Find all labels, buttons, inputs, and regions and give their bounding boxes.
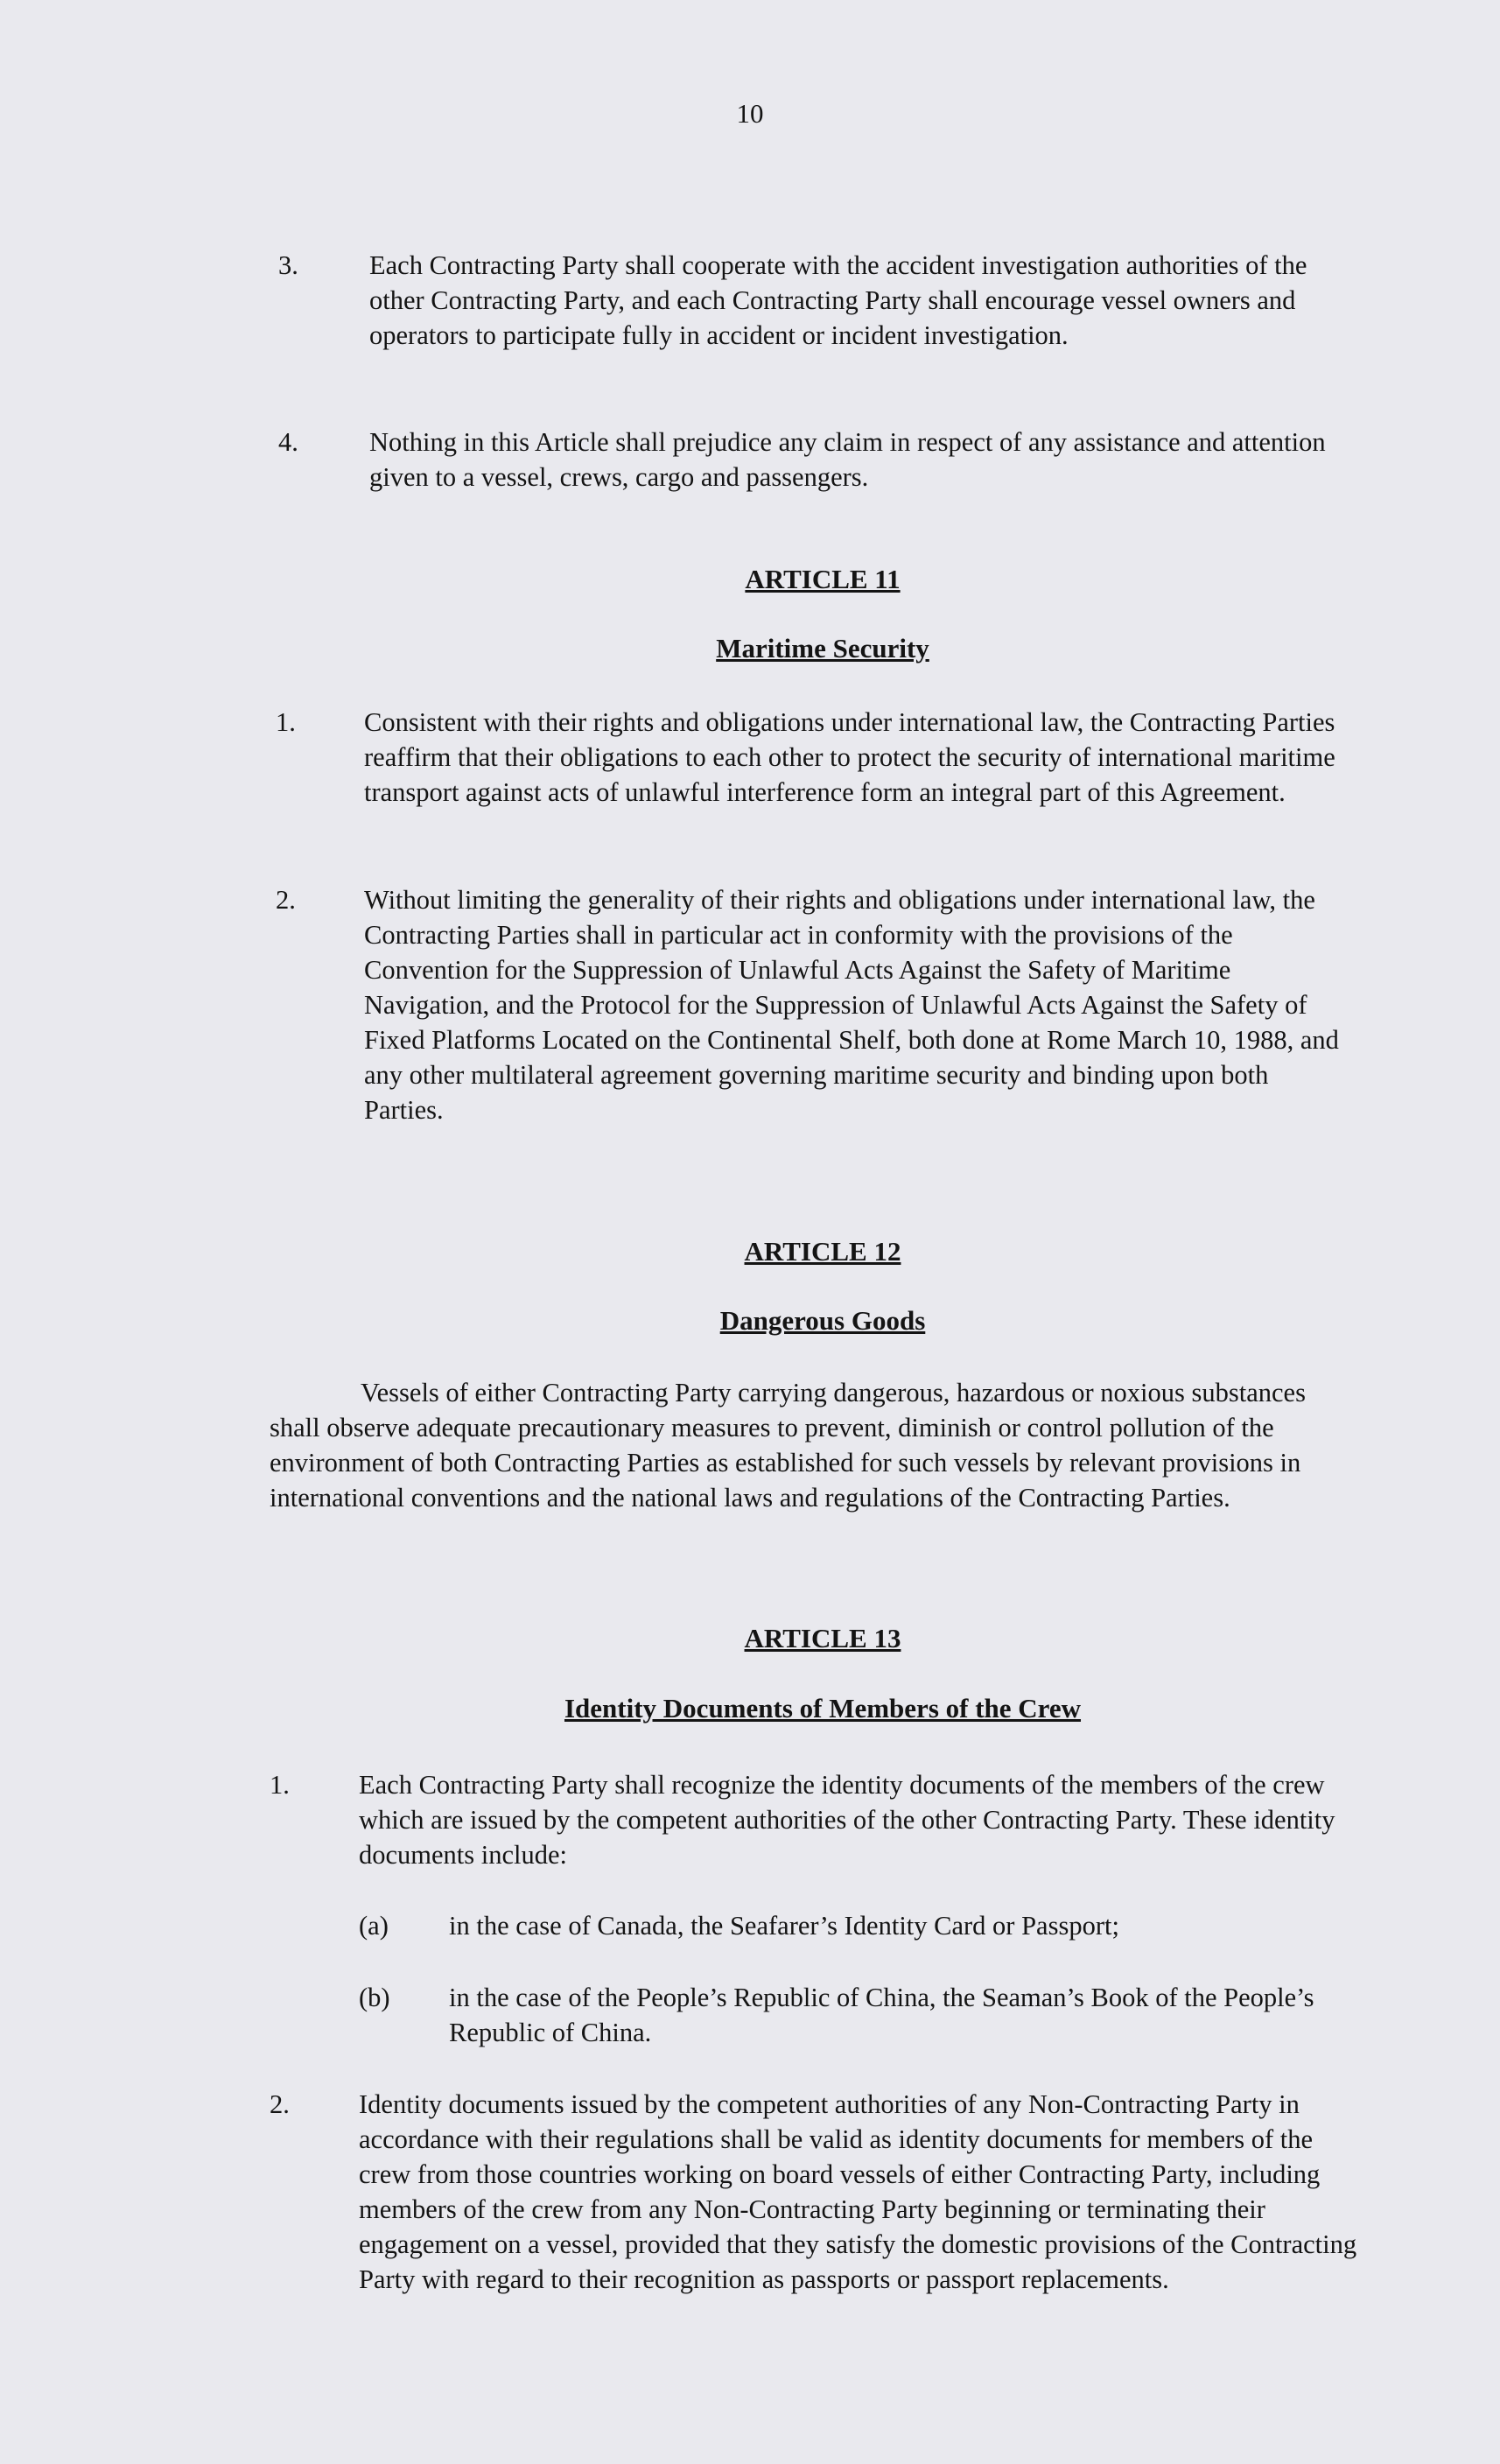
article-heading: ARTICLE 11 <box>745 564 901 594</box>
article-title: Identity Documents of Members of the Crew <box>564 1693 1082 1723</box>
paragraph-number: 2. <box>276 885 296 915</box>
subparagraph-text: in the case of Canada, the Seafarer’s Identity Card or Passport; <box>449 1911 1119 1941</box>
paragraph-text: Consistent with their rights and obligations under international law, the Contracting Parties reaffirm that their obligations to each other to protect the security of international maritime transport against acts of unlawful interference form an integral part of this Agreement. <box>364 707 1335 807</box>
paragraph-text: Each Contracting Party shall cooperate with the accident investigation authorities of the other Contracting Party, and each Contracting Party shall encourage vessel owners and operators to participate fully in accident or incident investigation. <box>369 250 1307 350</box>
page-number: 10 <box>736 98 764 129</box>
paragraph-number: 4. <box>278 427 298 457</box>
article-title: Maritime Security <box>716 633 929 663</box>
article-heading: ARTICLE 12 <box>744 1236 901 1267</box>
article-title: Dangerous Goods <box>719 1305 926 1336</box>
paragraph-text: Each Contracting Party shall recognize the identity documents of the members of the crew which are issued by the competent authorities of the other Contracting Party. These identity documents include: <box>359 1770 1335 1870</box>
subparagraph-label: (a) <box>359 1911 389 1941</box>
paragraph-12-body: Vessels of either Contracting Party carrying dangerous, hazardous or noxious substances shall observe adequate precautionary measures to prevent, diminish or control pollution of the environment of both Contracting Parties as established for such vessels by relevant provisions in international conventions and the national laws and regulations of the Contracting Parties. <box>270 1378 1306 1513</box>
subparagraph-text: in the case of the People’s Republic of China, the Seaman’s Book of the People’s Republic of China. <box>449 1983 1314 2047</box>
article-heading: ARTICLE 13 <box>744 1623 901 1653</box>
subparagraph-label: (b) <box>359 1983 390 2012</box>
paragraph-number: 3. <box>278 250 298 280</box>
paragraph-text: Nothing in this Article shall prejudice any claim in respect of any assistance and attention given to a vessel, crews, cargo and passengers. <box>369 427 1326 492</box>
paragraph-text: Identity documents issued by the competent authorities of any Non-Contracting Party in accordance with their regulations shall be valid as identity documents for members of the crew from those countries working on board vessels of either Contracting Party, including members of the crew from any Non-Contracting Party beginning or terminating their engagement on a vessel, provided that they satisfy the domestic provisions of the Contracting Party with regard to their recognition as passports or passport replacements. <box>359 2089 1357 2294</box>
paragraph-number: 1. <box>270 1770 290 1800</box>
paragraph-number: 2. <box>270 2089 290 2119</box>
paragraph-number: 1. <box>276 707 296 737</box>
paragraph-text: Without limiting the generality of their rights and obligations under international law, the Contracting Parties shall in particular act in conformity with the provisions of the Convention for the Suppression of Unlawful Acts Against the Safety of Maritime Navigation, and the Protocol for the Suppression of Unlawful Acts Against the Safety of Fixed Platforms Located on the Continental Shelf, both done at Rome March 10, 1988, and any other multilateral agreement governing maritime security and binding upon both Parties. <box>364 885 1339 1125</box>
